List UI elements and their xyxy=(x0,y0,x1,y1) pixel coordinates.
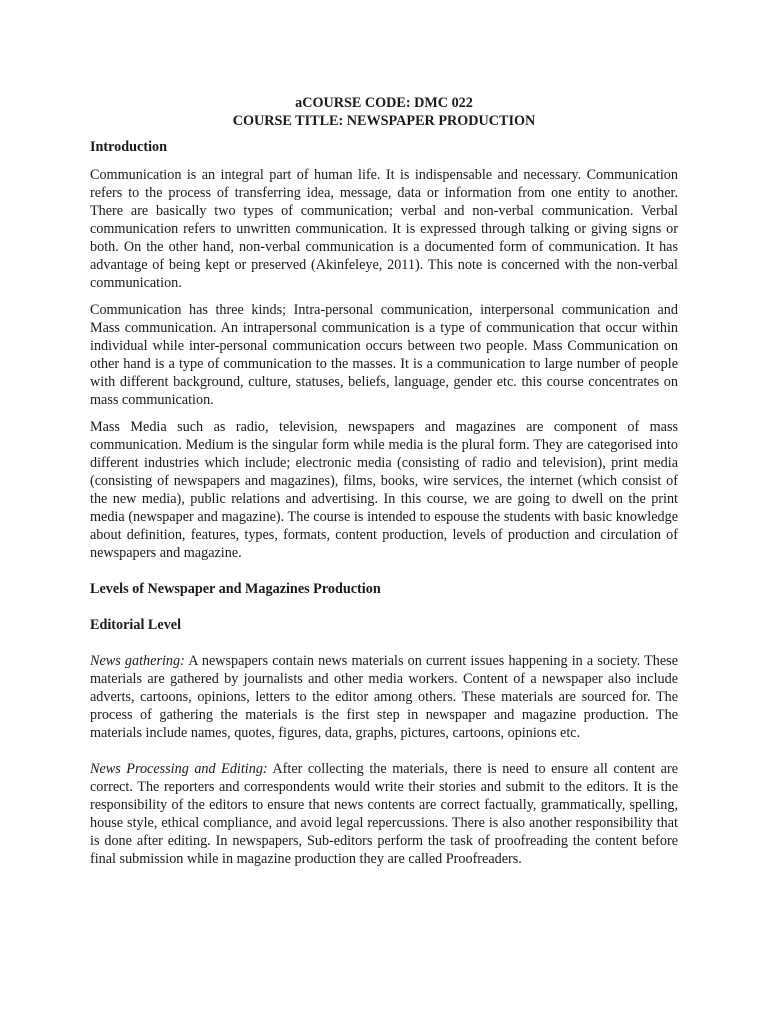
levels-heading: Levels of Newspaper and Magazines Production xyxy=(90,581,381,597)
news-gathering-text: A newspapers contain news materials on current issues happening in a society. These materials are gathered by journalists and other media workers. Content of a newspaper also include adverts, cartoons, opinions, letters to the editor among others. These materials are sourced for. The process of gathering the materials is the first step in newspaper and magazine production. The materials include names, quotes, figures, data, graphs, pictures, cartoons, opinions etc. xyxy=(90,653,679,741)
document-page xyxy=(90,94,678,877)
intro-paragraph-2: Communication has three kinds; Intra-personal communication, interpersonal communication and Mass communication. An intrapersonal communication is a type of communication that occur within individual while inter-personal communication occurs between two people. Mass Communication on other hand is a type of communication to the masses. It is a communication to large number of people with different background, culture, statuses, beliefs, language, gender etc. this course concentrates on mass communication. xyxy=(90,302,678,408)
editorial-heading: Editorial Level xyxy=(90,617,182,633)
title-block xyxy=(90,94,678,130)
news-processing-paragraph xyxy=(90,760,678,868)
course-code: aCOURSE CODE: DMC 022 xyxy=(295,95,473,111)
intro-paragraph-1: Communication is an integral part of human life. It is indispensable and necessary. Communication refers to the process of transferring idea, message, data or information from one entity to another. There are basically two types of communication; verbal and non-verbal communication. Verbal communication refers to unwritten communication. It is expressed through talking or giving signs or both. On the other hand, non-verbal communication is a documented form of communication. It has advantage of being kept or preserved (Akinfeleye, 2011). This note is concerned with the non-verbal communication. xyxy=(90,167,678,291)
intro-paragraph-3: Mass Media such as radio, television, newspapers and magazines are component of mass communication. Medium is the singular form while media is the plural form. They are categorised into different industries which include; electronic media (consisting of radio and television), print media (consisting of newspapers and magazines), films, books, wire services, the internet (which consist of the new media), public relations and advertising. In this course, we are going to dwell on the print media (newspaper and magazine). The course is intended to espouse the students with basic knowledge about definition, features, types, formats, content production, levels of production and circulation of newspapers and magazine. xyxy=(90,419,678,561)
news-processing-text: After collecting the materials, there is need to ensure all content are correct. The reporters and correspondents would write their stories and submit to the editors. It is the responsibility of the editors to ensure that news contents are correct factually, grammatically, spelling, house style, ethical compliance, and avoid legal repercussions. There is also another responsibility that is done after editing. In newspapers, Sub-editors perform the task of proofreading the content before final submission while in magazine production they are called Proofreaders. xyxy=(90,761,678,867)
news-gathering-paragraph xyxy=(90,652,678,742)
spacer xyxy=(90,571,678,580)
introduction-heading: Introduction xyxy=(90,139,167,155)
news-processing-label: News Processing and Editing: xyxy=(90,761,268,777)
course-title: COURSE TITLE: NEWSPAPER PRODUCTION xyxy=(232,113,536,129)
spacer xyxy=(90,751,678,760)
news-gathering-label: News gathering: xyxy=(90,653,185,669)
